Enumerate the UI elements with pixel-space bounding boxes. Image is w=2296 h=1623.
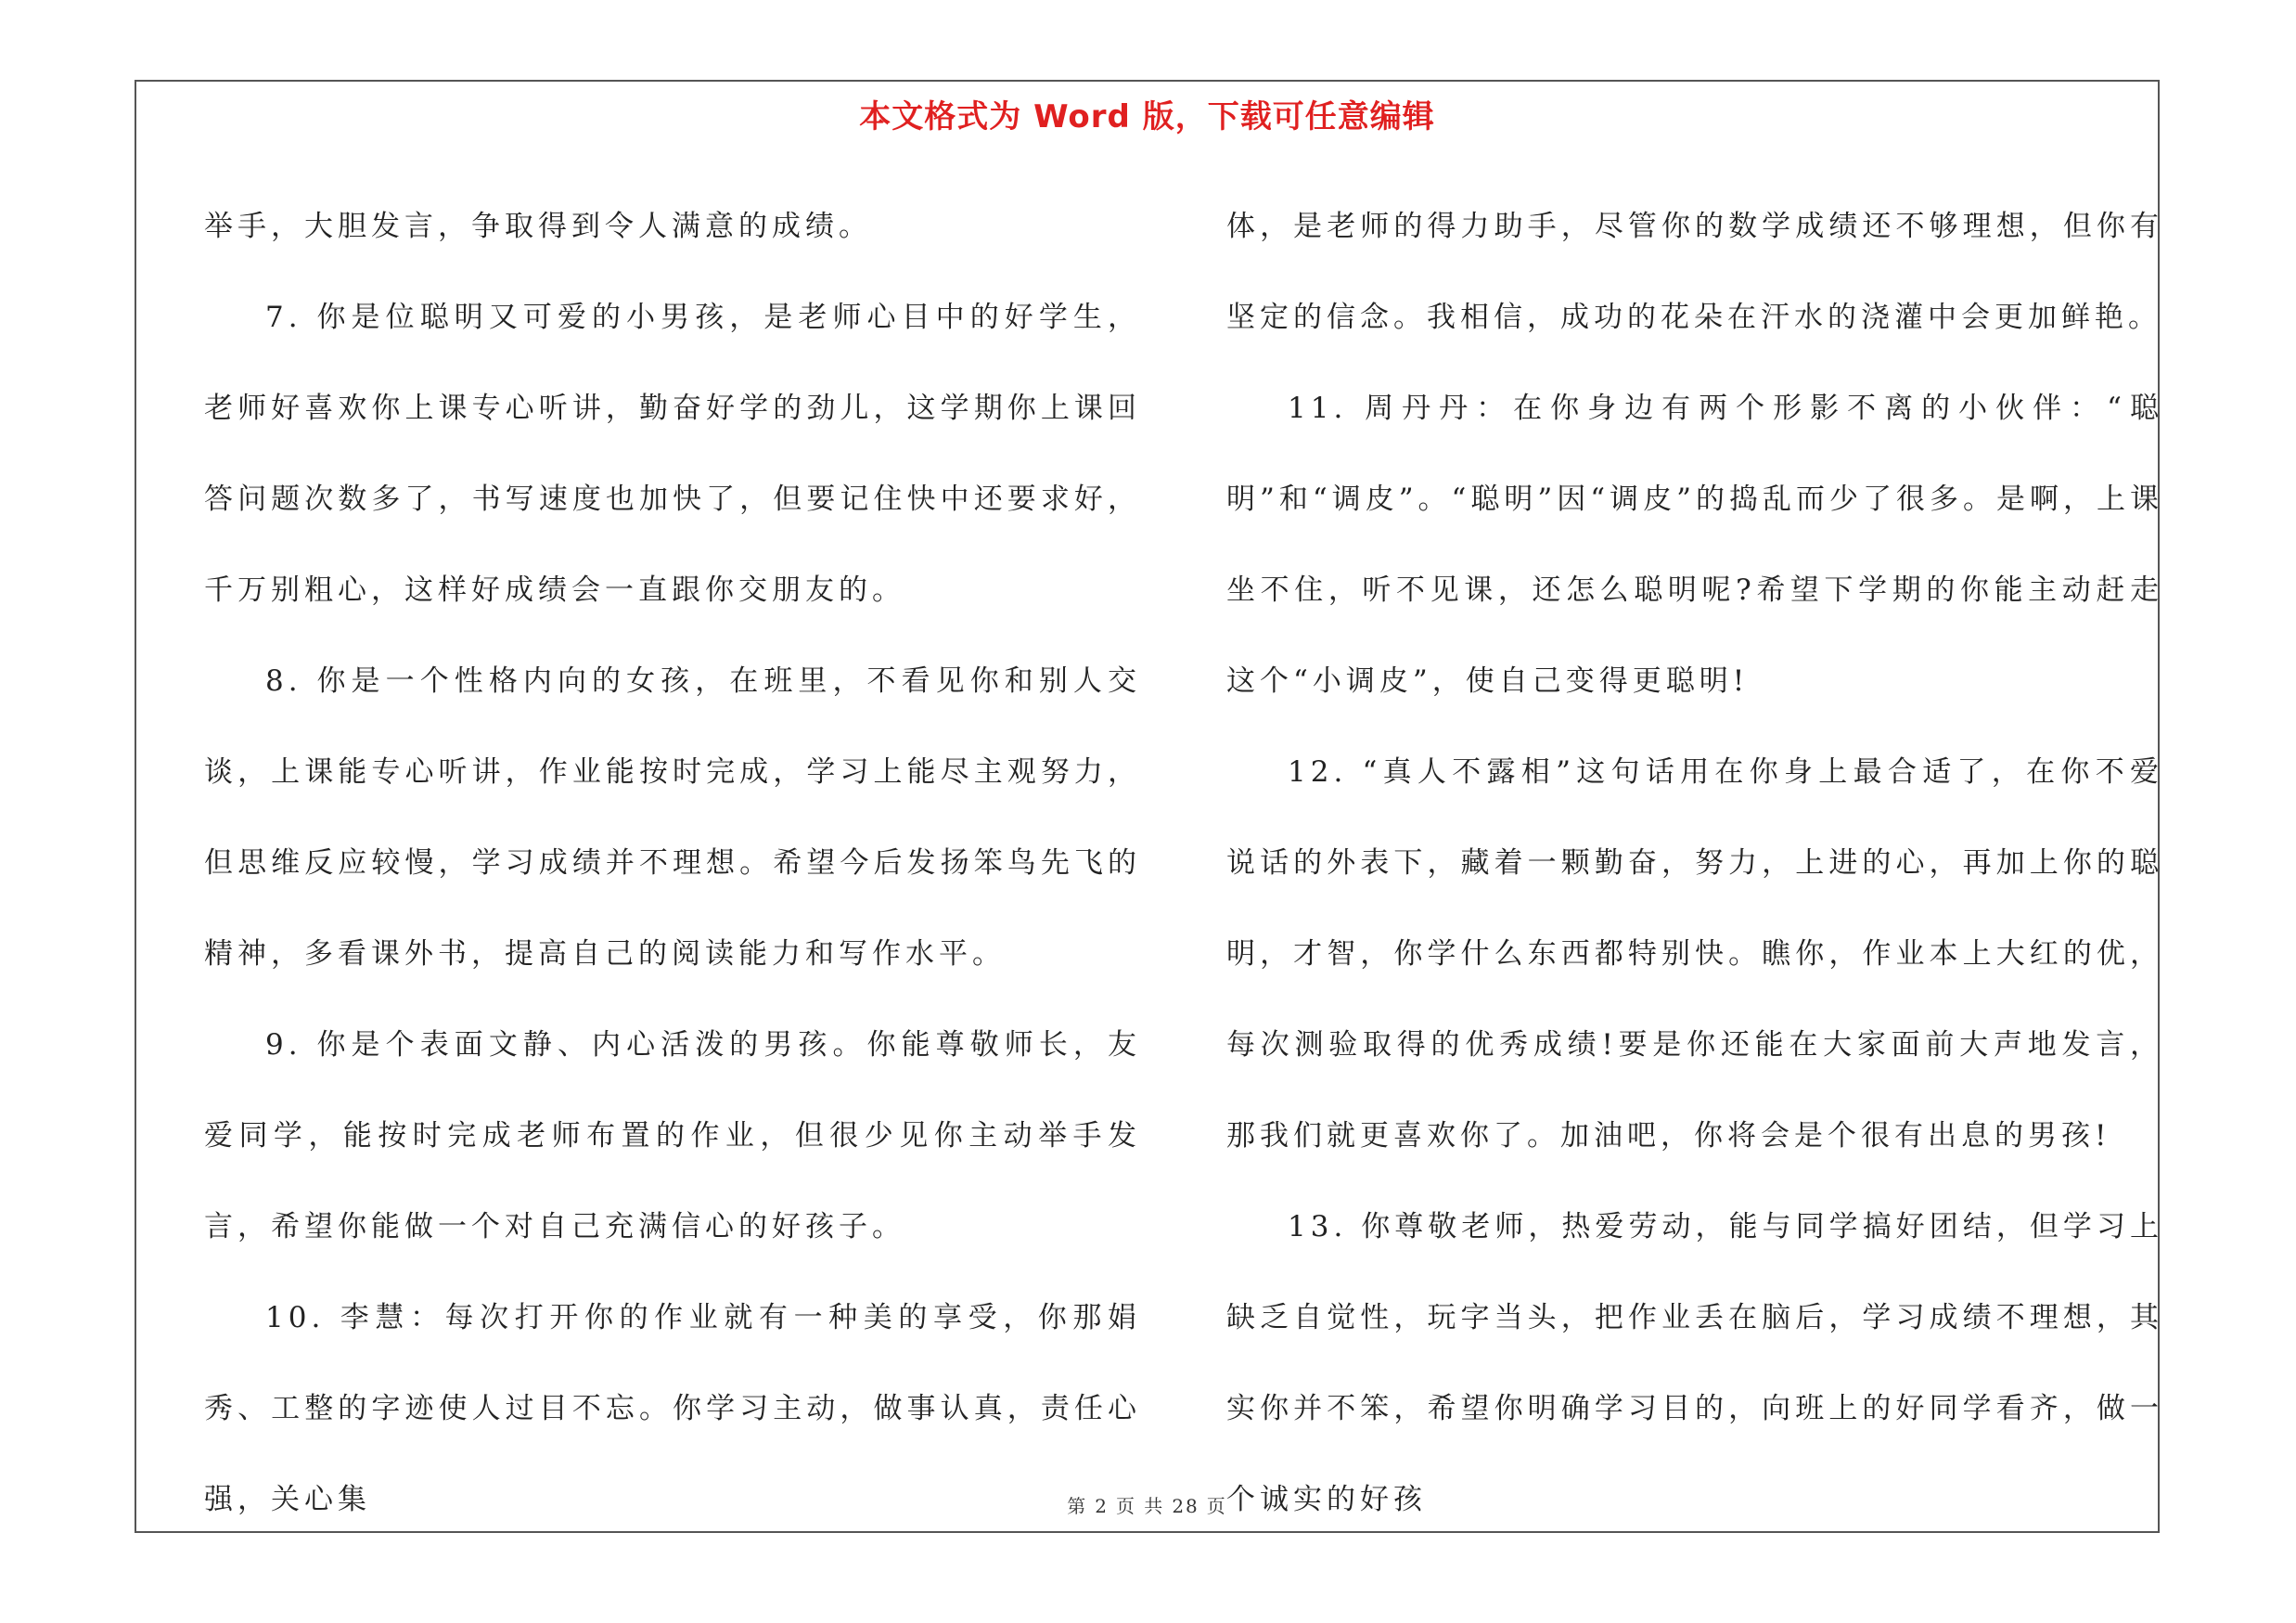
page-header-banner <box>136 91 2158 143</box>
right-column <box>1226 181 2163 1545</box>
paragraph: 8. 你是一个性格内向的女孩，在班里，不看见你和别人交谈，上课能专心听讲，作业能按时完成，学习上能尽主观努力，但思维反应较慢，学习成绩并不理想。希望今后发扬笨鸟先飞的精神，多看课外书，提高自己的阅读能力和写作水平。 <box>204 664 1141 971</box>
footer-suffix: 页 <box>1206 1495 1227 1517</box>
paragraph: 10. 李慧：每次打开你的作业就有一种美的享受，你那娟秀、工整的字迹使人过目不忘。你学习主动，做事认真，责任心强，关心集 <box>204 1301 1141 1516</box>
footer-page-number: 2 <box>1095 1495 1109 1517</box>
page-footer <box>136 1492 2158 1520</box>
footer-total-pages: 28 <box>1172 1495 1199 1517</box>
paragraph: 11. 周丹丹：在你身边有两个形影不离的小伙伴：“聪明”和“调皮”。“聪明”因“调皮”的捣乱而少了很多。是啊，上课坐不住，听不见课，还怎么聪明呢?希望下学期的你能主动赶走这个“小调皮”，使自己变得更聪明! <box>1226 392 2163 698</box>
footer-prefix: 第 <box>1067 1495 1088 1517</box>
footer-middle: 页 共 <box>1115 1495 1165 1517</box>
left-column <box>204 181 1141 1545</box>
paragraph: 9. 你是个表面文静、内心活泼的男孩。你能尊敬师长，友爱同学，能按时完成老师布置的作业，但很少见你主动举手发言，希望你能做一个对自己充满信心的好孩子。 <box>204 1028 1141 1243</box>
paragraph: 体，是老师的得力助手，尽管你的数学成绩还不够理想，但你有坚定的信念。我相信，成功的花朵在汗水的浇灌中会更加鲜艳。 <box>1226 210 2163 334</box>
paragraph: 13. 你尊敬老师，热爱劳动，能与同学搞好团结，但学习上缺乏自觉性，玩字当头，把作业丢在脑后，学习成绩不理想，其实你并不笨，希望你明确学习目的，向班上的好同学看齐，做一个诚实的好孩 <box>1226 1210 2163 1516</box>
paragraph: 7. 你是位聪明又可爱的小男孩，是老师心目中的好学生，老师好喜欢你上课专心听讲，勤奋好学的劲儿，这学期你上课回答问题次数多了，书写速度也加快了，但要记住快中还要求好，千万别粗心，这样好成绩会一直跟你交朋友的。 <box>204 301 1141 607</box>
document-page <box>135 80 2163 1533</box>
paragraph: 12. “真人不露相”这句话用在你身上最合适了，在你不爱说话的外表下，藏着一颗勤奋，努力，上进的心，再加上你的聪明，才智，你学什么东西都特别快。瞧你，作业本上大红的优，每次测验取得的优秀成绩!要是你还能在大家面前大声地发言，那我们就更喜欢你了。加油吧，你将会是个很有出息的男孩! <box>1226 755 2163 1153</box>
paragraph: 举手，大胆发言，争取得到令人满意的成绩。 <box>204 210 872 243</box>
header-banner-text: 本文格式为 Word 版，下载可任意编辑 <box>859 98 1435 135</box>
